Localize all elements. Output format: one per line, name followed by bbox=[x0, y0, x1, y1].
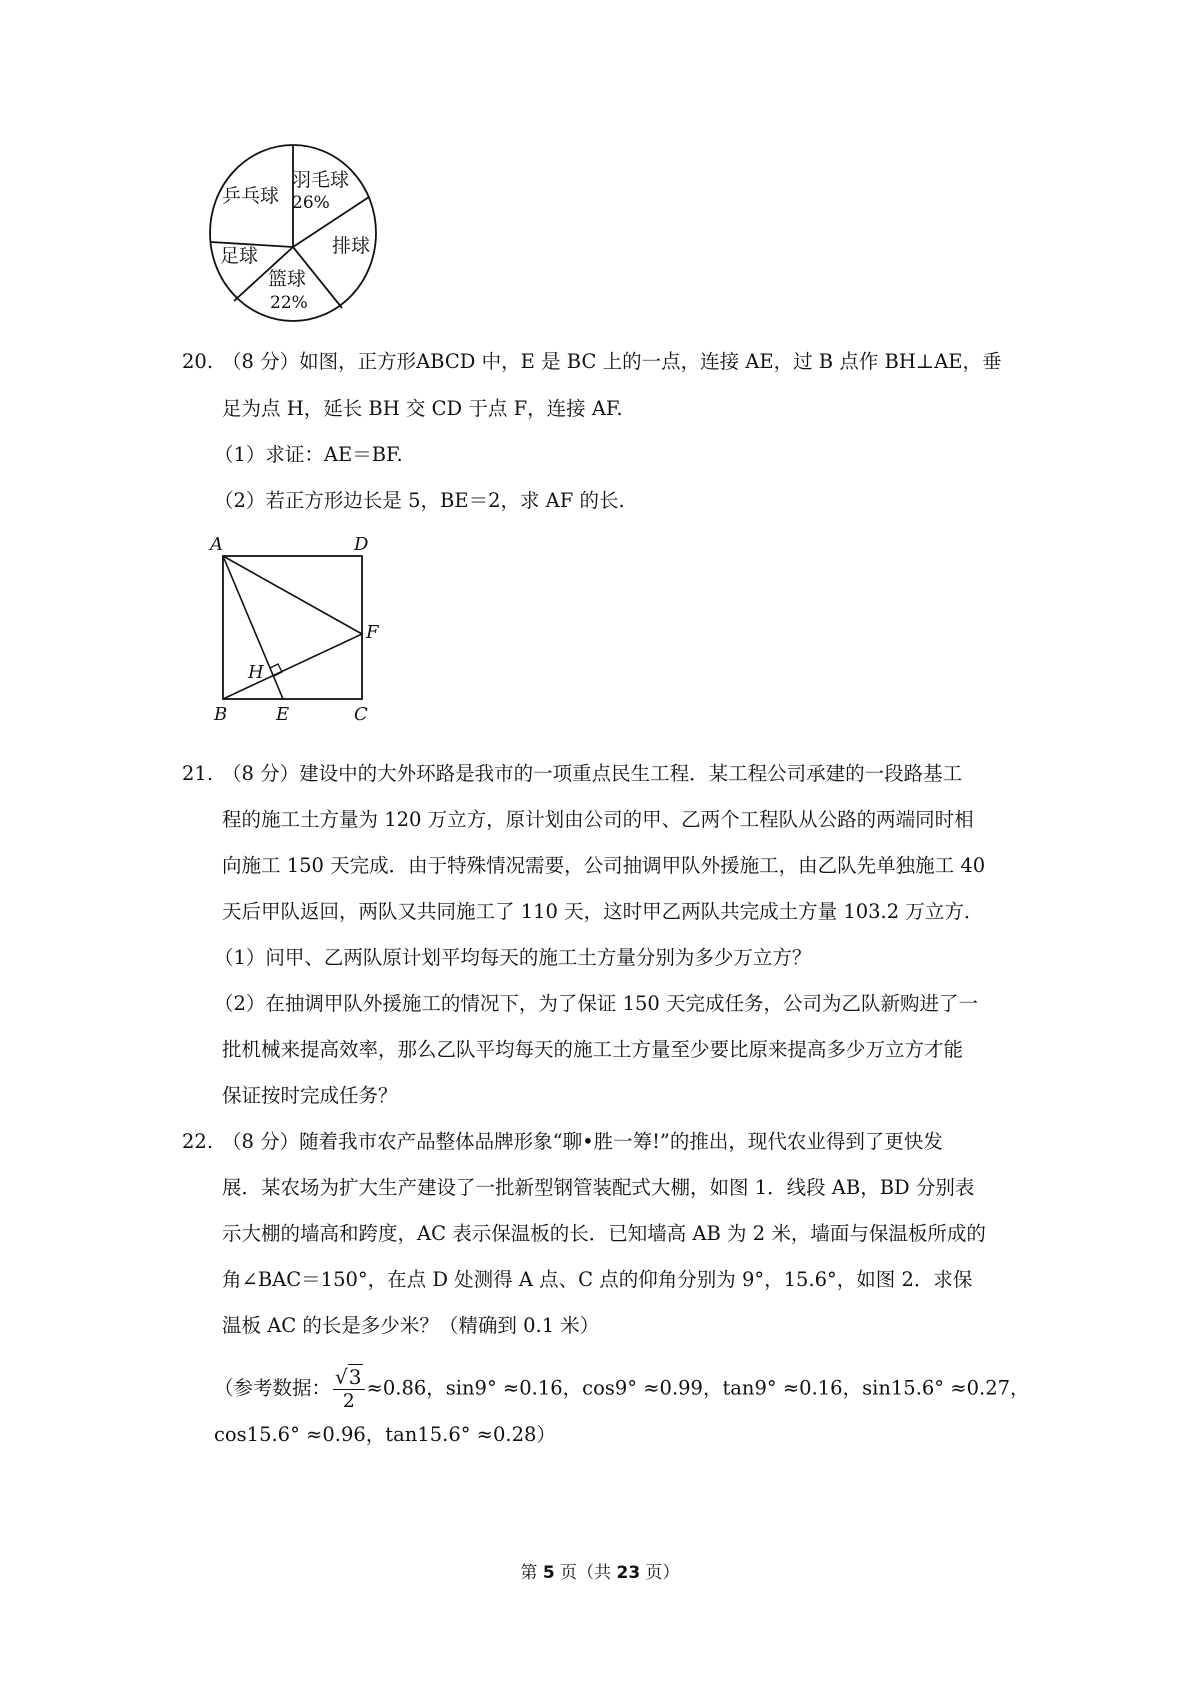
sqrt3-over-2-fraction bbox=[333, 1366, 364, 1412]
label-h: H bbox=[248, 662, 264, 683]
q20-part1: （1）求证：AE＝BF. bbox=[214, 443, 403, 466]
q20-text-1: （8 分）如图，正方形ABCD 中，E 是 BC 上的一点，连接 AE，过 B 点作 BH⊥AE，垂 bbox=[222, 350, 1002, 373]
footer-mid: 页（共 bbox=[554, 1563, 617, 1583]
q22-reference-line1 bbox=[214, 1366, 1030, 1412]
label-f: F bbox=[366, 622, 379, 643]
q21-part2c: 保证按时完成任务？ bbox=[222, 1084, 398, 1107]
label-e: E bbox=[276, 704, 290, 725]
label-b: B bbox=[214, 704, 228, 725]
q22-line1 bbox=[182, 1129, 943, 1155]
fraction-denominator: 2 bbox=[342, 1390, 355, 1412]
label-a: A bbox=[210, 534, 223, 555]
q20-number: 20. bbox=[182, 350, 214, 373]
segment-bf bbox=[223, 634, 362, 699]
q21-line2: 程的施工土方量为 120 万立方，原计划由公司的甲、乙两个工程队从公路的两端同时相 bbox=[222, 808, 974, 831]
q22-line3: 示大棚的墙高和跨度，AC 表示保温板的长．已知墙高 AB 为 2 米，墙面与保温板所成的 bbox=[222, 1222, 986, 1245]
pie-label-football: 足球 bbox=[220, 245, 259, 267]
q21-line1 bbox=[182, 761, 962, 787]
q21-line4: 天后甲队返回，两队又共同施工了 110 天，这时甲乙两队共完成土方量 103.2 万立方． bbox=[222, 900, 984, 923]
pie-label-pingpong: 乒乓球 bbox=[222, 185, 280, 207]
sqrt-radicand: 3 bbox=[348, 1365, 362, 1389]
page-footer bbox=[0, 1558, 1200, 1583]
q21-part1: （1）问甲、乙两队原计划平均每天的施工土方量分别为多少万立方？ bbox=[214, 946, 812, 969]
q22-reference-line2: cos15.6° ≈0.96，tan15.6° ≈0.28） bbox=[214, 1423, 556, 1446]
q21-number: 21. bbox=[182, 762, 214, 785]
square-abcd bbox=[223, 556, 362, 699]
label-d: D bbox=[354, 534, 369, 555]
pie-pct-badminton: 26% bbox=[292, 193, 330, 213]
q20-line1 bbox=[182, 349, 1002, 375]
fraction-numerator: √3 bbox=[333, 1366, 364, 1390]
q22-line4: 角∠BAC＝150°，在点 D 处测得 A 点、C 点的仰角分别为 9°，15.6°，如图 2．求保 bbox=[222, 1268, 973, 1291]
segment-af bbox=[223, 556, 362, 634]
q21-text-1: （8 分）建设中的大外环路是我市的一项重点民生工程．某工程公司承建的一段路基工 bbox=[222, 762, 963, 785]
q20-figure-svg bbox=[208, 534, 386, 730]
q22-line5: 温板 AC 的长是多少米？（精确到 0.1 米） bbox=[222, 1314, 600, 1337]
footer-pre: 第 bbox=[520, 1563, 543, 1583]
label-c: C bbox=[354, 704, 368, 725]
q22-ref-prefix: （参考数据： bbox=[214, 1376, 332, 1400]
q21-part2a: （2）在抽调甲队外援施工的情况下，为了保证 150 天完成任务，公司为乙队新购进了一 bbox=[214, 992, 979, 1015]
pie-pct-basketball: 22% bbox=[270, 293, 308, 313]
pie-label-badminton: 羽毛球 bbox=[292, 169, 350, 191]
pie-label-volleyball: 排球 bbox=[332, 235, 371, 257]
pie-chart bbox=[208, 143, 380, 325]
q20-line2: 足为点 H，延长 BH 交 CD 于点 F，连接 AF. bbox=[222, 397, 623, 420]
q20-part2: （2）若正方形边长是 5，BE＝2，求 AF 的长. bbox=[214, 489, 625, 512]
q22-text-1: （8 分）随着我市农产品整体品牌形象“聊•胜一筹!”的推出，现代农业得到了更快发 bbox=[222, 1130, 943, 1153]
q21-part2b: 批机械来提高效率，那么乙队平均每天的施工土方量至少要比原来提高多少万立方才能 bbox=[222, 1038, 964, 1061]
pie-label-basketball: 篮球 bbox=[268, 268, 307, 290]
footer-page-number: 5 bbox=[542, 1563, 555, 1583]
q20-figure bbox=[208, 534, 386, 730]
q22-line2: 展．某农场为扩大生产建设了一批新型钢管装配式大棚，如图 1．线段 AB，BD 分别表 bbox=[222, 1176, 975, 1199]
q21-line3: 向施工 150 天完成．由于特殊情况需要，公司抽调甲队外援施工，由乙队先单独施工 40 bbox=[222, 854, 986, 877]
q22-ref-values: ≈0.86，sin9° ≈0.16，cos9° ≈0.99，tan9° ≈0.16，sin15.6° ≈0.27， bbox=[366, 1376, 1030, 1400]
footer-post: 页） bbox=[640, 1563, 680, 1583]
footer-total-pages: 23 bbox=[616, 1563, 641, 1583]
q22-number: 22. bbox=[182, 1130, 214, 1153]
